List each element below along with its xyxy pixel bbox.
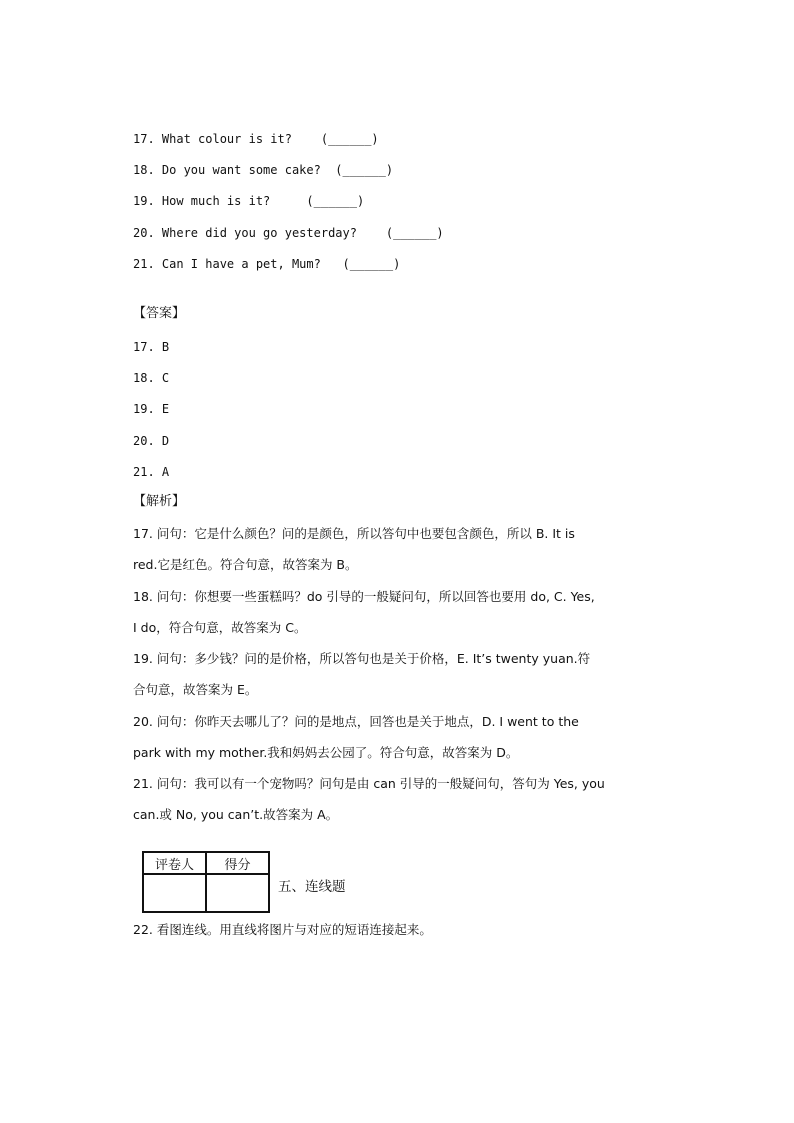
analysis-line: park with my mother.我和妈妈去公园了。符合句意，故答案为 D。 <box>133 745 519 760</box>
reviewer-label: 评卷人 <box>143 852 206 874</box>
question-20: 20. Where did you go yesterday? (______) <box>133 226 444 240</box>
analysis-line: red.它是红色。符合句意，故答案为 B。 <box>133 557 358 572</box>
question-17: 17. What colour is it? (______) <box>133 132 379 146</box>
section-title: 五、连线题 <box>278 879 346 895</box>
analysis-line: 17. 问句：它是什么颜色？问的是颜色，所以答句中也要包含颜色，所以 B. It is <box>133 526 575 541</box>
answer-18: 18. C <box>133 371 170 385</box>
score-cell[interactable] <box>206 874 269 912</box>
answer-17: 17. B <box>133 340 170 354</box>
analysis-line: I do，符合句意，故答案为 C。 <box>133 620 307 635</box>
question-19: 19. How much is it? (______) <box>133 194 365 208</box>
analysis-line: can.或 No, you can’t.故答案为 A。 <box>133 807 339 822</box>
answer-19: 19. E <box>133 402 170 416</box>
question-18: 18. Do you want some cake? (______) <box>133 163 394 177</box>
question-21: 21. Can I have a pet, Mum? (______) <box>133 257 401 271</box>
score-label: 得分 <box>206 852 269 874</box>
analysis-line: 合句意，故答案为 E。 <box>133 682 258 697</box>
analysis-line: 18. 问句：你想要一些蛋糕吗？do 引导的一般疑问句，所以回答也要用 do, C. Yes, <box>133 589 595 604</box>
question-22: 22. 看图连线。用直线将图片与对应的短语连接起来。 <box>133 922 432 937</box>
answer-20: 20. D <box>133 434 170 448</box>
analysis-heading: 【解析】 <box>133 494 186 509</box>
reviewer-cell[interactable] <box>143 874 206 912</box>
analysis-line: 20. 问句：你昨天去哪儿了？问的是地点，回答也是关于地点，D. I went to the <box>133 714 579 729</box>
answer-21: 21. A <box>133 465 170 479</box>
analysis-line: 19. 问句：多少钱？问的是价格，所以答句也是关于价格，E. It’s twenty yuan.符 <box>133 651 591 666</box>
analysis-line: 21. 问句：我可以有一个宠物吗？问句是由 can 引导的一般疑问句，答句为 Yes, you <box>133 776 605 791</box>
score-table <box>142 851 270 913</box>
answer-heading: 【答案】 <box>133 306 186 321</box>
